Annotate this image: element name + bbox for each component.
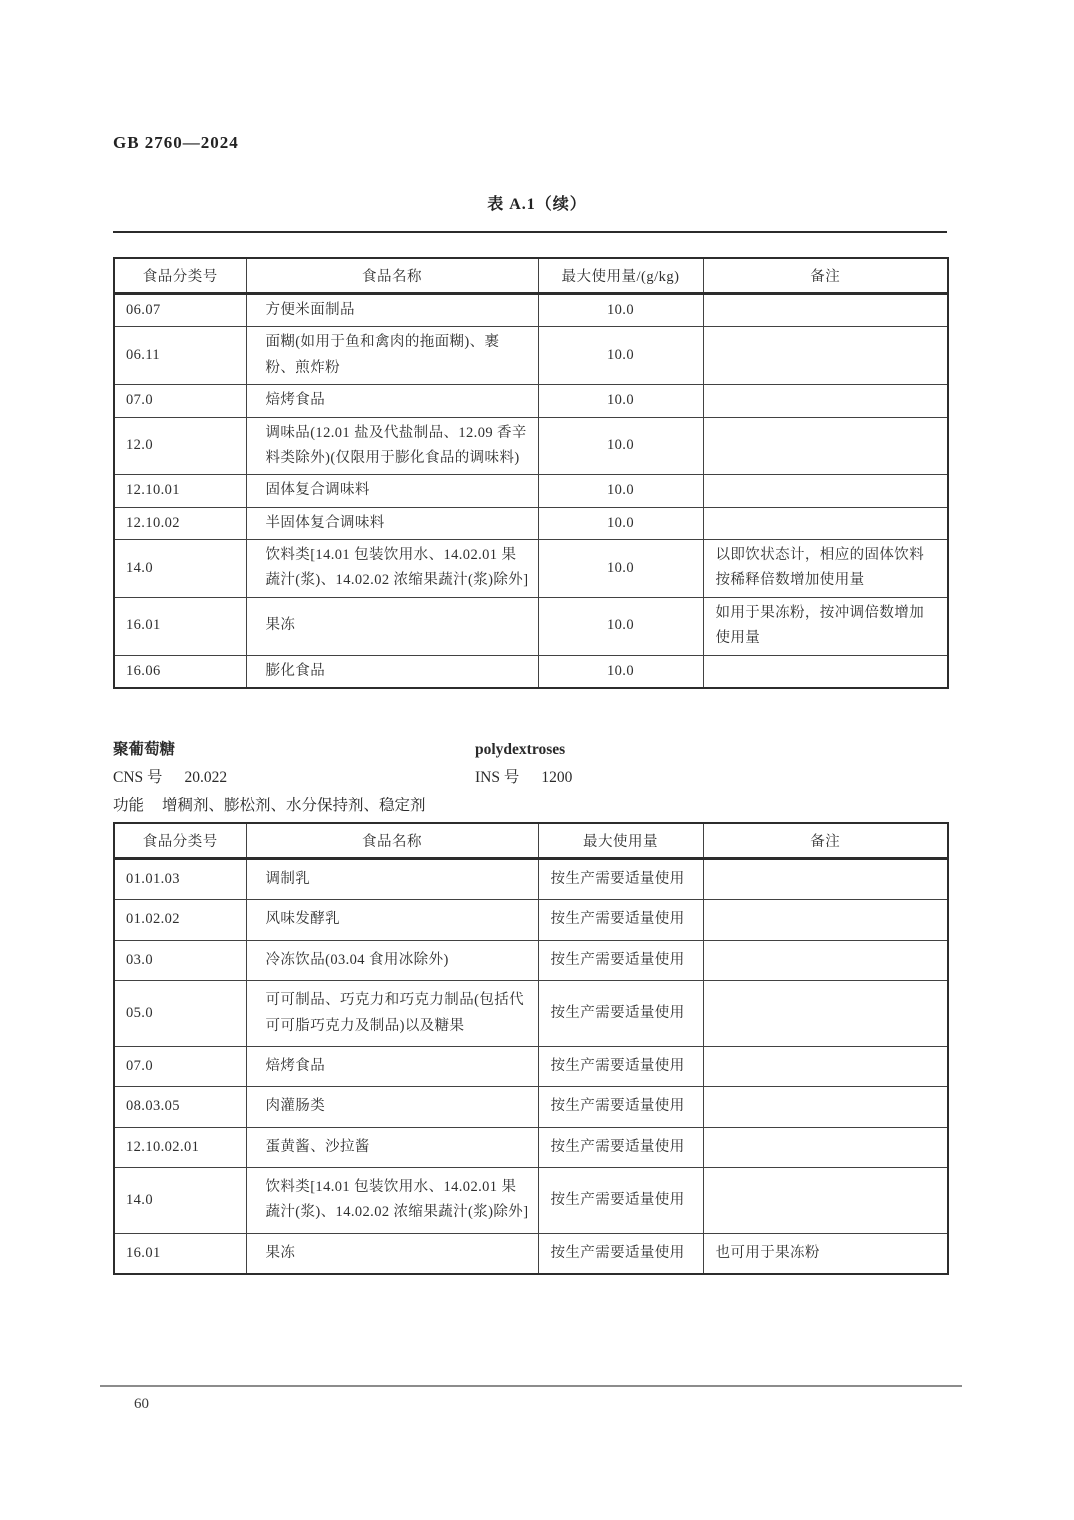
table-row [114, 385, 948, 417]
cell-note [703, 940, 948, 980]
cell-name: 半固体复合调味料 [246, 507, 538, 539]
cell-name: 饮料类[14.01 包装饮用水、14.02.01 果蔬汁(浆)、14.02.02 浓缩果蔬汁(浆)除外] [246, 540, 538, 598]
cell-note [703, 327, 948, 385]
cell-note [703, 900, 948, 940]
title-rule [113, 231, 947, 233]
additive-section [113, 736, 947, 820]
table-row [114, 900, 948, 940]
cell-name: 果冻 [246, 1233, 538, 1274]
column-header: 食品分类号 [114, 823, 246, 859]
table-row [114, 940, 948, 980]
cell-max: 按生产需要适量使用 [538, 1127, 703, 1167]
cell-code: 03.0 [114, 940, 246, 980]
table-row [114, 1233, 948, 1274]
table-row [114, 475, 948, 507]
footer-rule [100, 1385, 962, 1387]
cell-code: 01.02.02 [114, 900, 246, 940]
column-header: 备注 [703, 258, 948, 294]
cell-max: 10.0 [538, 655, 703, 688]
cell-note [703, 1127, 948, 1167]
cell-code: 16.01 [114, 597, 246, 655]
cell-name: 蛋黄酱、沙拉酱 [246, 1127, 538, 1167]
ins-value: 1200 [541, 769, 573, 786]
ins-label: INS 号 [475, 769, 520, 786]
cell-note [703, 385, 948, 417]
cell-code: 14.0 [114, 540, 246, 598]
table-row [114, 507, 948, 539]
cell-max: 按生产需要适量使用 [538, 859, 703, 900]
column-header: 备注 [703, 823, 948, 859]
cell-note [703, 1168, 948, 1234]
cell-code: 05.0 [114, 981, 246, 1047]
cell-name: 固体复合调味料 [246, 475, 538, 507]
cell-max: 按生产需要适量使用 [538, 900, 703, 940]
standard-number: GB 2760—2024 [113, 133, 239, 152]
ins-group [475, 764, 572, 792]
cell-name: 冷冻饮品(03.04 食用冰除外) [246, 940, 538, 980]
cell-max: 10.0 [538, 475, 703, 507]
header-row [114, 823, 948, 859]
column-header: 食品名称 [246, 823, 538, 859]
additive-name-row [113, 736, 947, 764]
cell-max: 按生产需要适量使用 [538, 940, 703, 980]
table-row [114, 294, 948, 327]
table-row [114, 655, 948, 688]
cell-note [703, 981, 948, 1047]
table-row [114, 417, 948, 475]
table-row [114, 1046, 948, 1086]
cell-note: 以即饮状态计，相应的固体饮料按稀释倍数增加使用量 [703, 540, 948, 598]
cell-max: 10.0 [538, 327, 703, 385]
cell-max: 10.0 [538, 385, 703, 417]
cell-name: 可可制品、巧克力和巧克力制品(包括代可可脂巧克力及制品)以及糖果 [246, 981, 538, 1047]
page-number: 60 [134, 1396, 149, 1412]
cell-code: 16.06 [114, 655, 246, 688]
cell-code: 14.0 [114, 1168, 246, 1234]
column-header: 最大使用量 [538, 823, 703, 859]
cell-name: 焙烤食品 [246, 385, 538, 417]
cell-code: 07.0 [114, 1046, 246, 1086]
cell-code: 01.01.03 [114, 859, 246, 900]
cell-max: 按生产需要适量使用 [538, 1233, 703, 1274]
cell-name: 焙烤食品 [246, 1046, 538, 1086]
table-row [114, 597, 948, 655]
cell-code: 12.0 [114, 417, 246, 475]
cell-code: 12.10.02.01 [114, 1127, 246, 1167]
table-row [114, 859, 948, 900]
table-row [114, 540, 948, 598]
table-row [114, 327, 948, 385]
cell-name: 风味发酵乳 [246, 900, 538, 940]
cell-note [703, 859, 948, 900]
cell-note [703, 655, 948, 688]
cell-name: 果冻 [246, 597, 538, 655]
column-header: 食品分类号 [114, 258, 246, 294]
cell-name: 肉灌肠类 [246, 1087, 538, 1127]
additive-codes-row [113, 764, 947, 792]
table-title: 表 A.1（续） [487, 196, 587, 213]
table-row [114, 1168, 948, 1234]
cell-note [703, 417, 948, 475]
cell-max: 按生产需要适量使用 [538, 1168, 703, 1234]
cns-value: 20.022 [184, 769, 228, 786]
header-row [114, 258, 948, 294]
cell-code: 06.07 [114, 294, 246, 327]
cell-max: 10.0 [538, 507, 703, 539]
cell-max: 10.0 [538, 597, 703, 655]
cell-note [703, 475, 948, 507]
cell-note [703, 1046, 948, 1086]
cell-name: 方便米面制品 [246, 294, 538, 327]
cell-code: 16.01 [114, 1233, 246, 1274]
cell-note [703, 1087, 948, 1127]
cell-note [703, 294, 948, 327]
table-row [114, 1087, 948, 1127]
cell-note: 如用于果冻粉，按冲调倍数增加使用量 [703, 597, 948, 655]
usage-table-polydextrose [113, 822, 949, 1275]
cell-name: 饮料类[14.01 包装饮用水、14.02.01 果蔬汁(浆)、14.02.02 浓缩果蔬汁(浆)除外] [246, 1168, 538, 1234]
cell-code: 07.0 [114, 385, 246, 417]
column-header: 最大使用量/(g/kg) [538, 258, 703, 294]
cns-label: CNS 号 [113, 769, 163, 786]
cell-name: 调味品(12.01 盐及代盐制品、12.09 香辛料类除外)(仅限用于膨化食品的调味料) [246, 417, 538, 475]
cell-code: 08.03.05 [114, 1087, 246, 1127]
function-label: 功能 [113, 797, 145, 814]
cell-code: 12.10.01 [114, 475, 246, 507]
cell-max: 10.0 [538, 417, 703, 475]
cell-max: 按生产需要适量使用 [538, 1087, 703, 1127]
additive-name-zh: 聚葡萄糖 [113, 741, 176, 758]
cell-name: 膨化食品 [246, 655, 538, 688]
additive-name-en: polydextroses [475, 741, 566, 758]
cell-code: 12.10.02 [114, 507, 246, 539]
column-header: 食品名称 [246, 258, 538, 294]
table-row [114, 981, 948, 1047]
cell-note [703, 507, 948, 539]
cell-note: 也可用于果冻粉 [703, 1233, 948, 1274]
cell-name: 面糊(如用于鱼和禽肉的拖面糊)、裹粉、煎炸粉 [246, 327, 538, 385]
function-value: 增稠剂、膨松剂、水分保持剂、稳定剂 [162, 797, 426, 814]
usage-table-polydextrose-prev [113, 257, 949, 689]
table-row [114, 1127, 948, 1167]
cell-name: 调制乳 [246, 859, 538, 900]
cell-max: 按生产需要适量使用 [538, 981, 703, 1047]
cell-max: 10.0 [538, 294, 703, 327]
additive-function-row [113, 792, 947, 820]
cell-max: 按生产需要适量使用 [538, 1046, 703, 1086]
cell-max: 10.0 [538, 540, 703, 598]
cell-code: 06.11 [114, 327, 246, 385]
